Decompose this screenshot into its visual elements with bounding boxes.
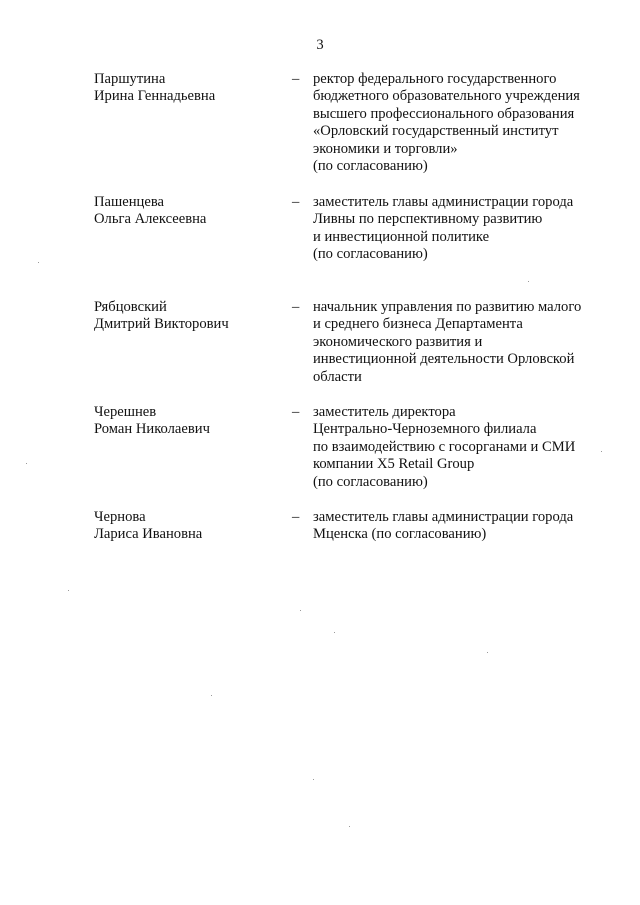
role-line: ректор федерального государственного: [313, 71, 557, 87]
role-line: и среднего бизнеса Департамента: [313, 316, 523, 333]
scan-speck: [313, 779, 314, 780]
member-given-names: Роман Николаевич: [94, 421, 210, 438]
role-line: области: [313, 368, 362, 385]
role-line: компании X5 Retail Group: [313, 456, 475, 473]
scan-speck: [26, 463, 27, 464]
separator-dash: –: [292, 71, 300, 87]
separator-dash: –: [292, 299, 300, 315]
role-line: (по согласованию): [313, 246, 428, 263]
role-line: заместитель директора: [313, 404, 456, 420]
role-line: заместитель главы администрации города: [313, 509, 574, 525]
member-given-names: Ирина Геннадьевна: [94, 88, 216, 105]
member-given-names: Дмитрий Викторович: [94, 316, 229, 333]
member-name: [94, 299, 284, 334]
role-line: Центрально-Черноземного филиала: [313, 421, 537, 438]
member-role: [313, 299, 613, 386]
member-role: [313, 194, 613, 264]
scan-speck: [68, 590, 69, 591]
scan-speck: [487, 652, 488, 653]
role-line: инвестиционной деятельности Орловской: [313, 351, 575, 368]
scan-speck: [528, 281, 529, 282]
role-line: экономического развития и: [313, 333, 483, 350]
member-given-names: Лариса Ивановна: [94, 526, 203, 543]
page-number: 3: [316, 37, 324, 53]
member-role: [313, 404, 613, 491]
role-line: заместитель главы администрации города: [313, 194, 574, 210]
scan-speck: [349, 826, 350, 827]
member-surname: Чернова: [94, 509, 146, 525]
separator-dash: –: [292, 404, 300, 420]
member-name: [94, 71, 284, 106]
member-surname: Паршутина: [94, 71, 166, 87]
scan-speck: [38, 262, 39, 263]
member-role: [313, 509, 613, 544]
role-line: «Орловский государственный институт: [313, 123, 559, 140]
member-surname: Черешнев: [94, 404, 157, 420]
role-line: (по согласованию): [313, 473, 428, 490]
separator-dash: –: [292, 509, 300, 525]
role-line: Мценска (по согласованию): [313, 526, 487, 543]
member-given-names: Ольга Алексеевна: [94, 211, 207, 228]
role-line: (по согласованию): [313, 158, 428, 175]
scan-speck: [601, 451, 602, 452]
role-line: Ливны по перспективному развитию: [313, 211, 543, 228]
role-line: начальник управления по развитию малого: [313, 299, 582, 315]
member-name: [94, 509, 284, 544]
role-line: и инвестиционной политике: [313, 228, 490, 245]
role-line: высшего профессионального образования: [313, 105, 575, 122]
separator-dash: –: [292, 194, 300, 210]
member-role: [313, 71, 613, 175]
scan-speck: [334, 632, 335, 633]
member-name: [94, 194, 284, 229]
role-line: экономики и торговли»: [313, 140, 458, 157]
role-line: по взаимодействию с госорганами и СМИ: [313, 438, 576, 455]
member-surname: Пашенцева: [94, 194, 165, 210]
scan-speck: [211, 695, 212, 696]
scan-speck: [300, 610, 301, 611]
role-line: бюджетного образовательного учреждения: [313, 88, 580, 105]
member-surname: Рябцовский: [94, 299, 167, 315]
member-name: [94, 404, 284, 439]
